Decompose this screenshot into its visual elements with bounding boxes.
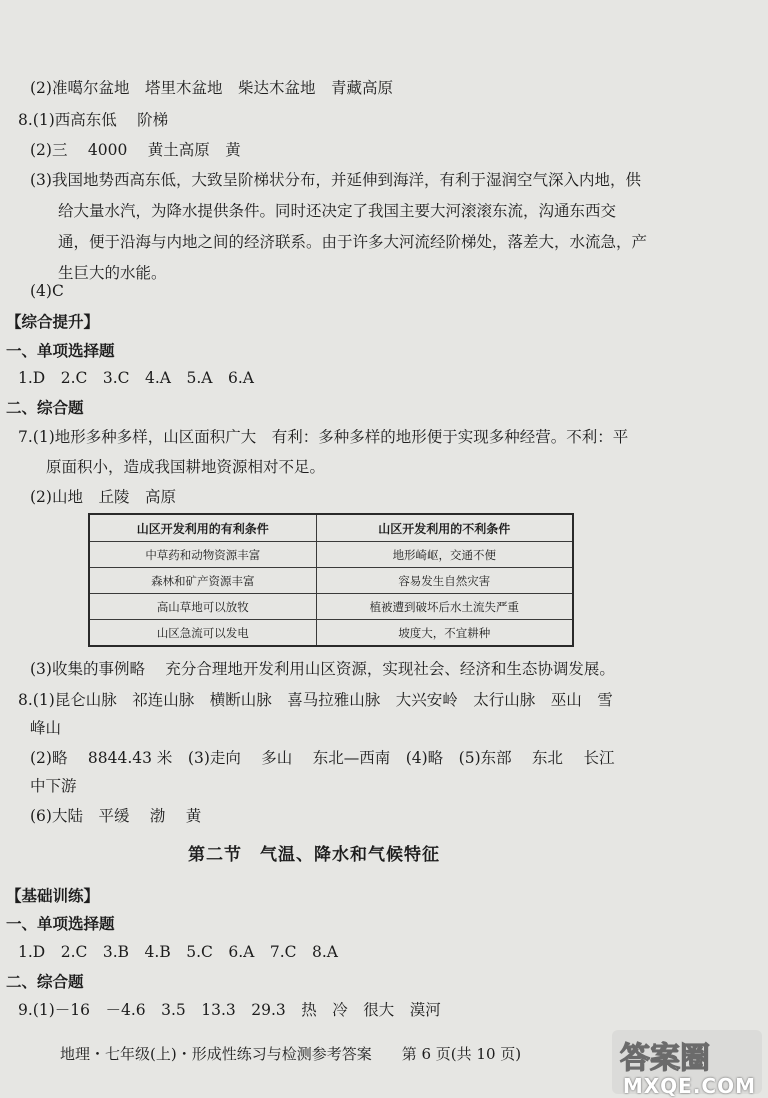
subsection-heading: 一、单项选择题 — [6, 341, 115, 360]
table-cell: 坡度大，不宜耕种 — [316, 620, 573, 647]
watermark-url: MXQE.COM — [622, 1074, 756, 1098]
mountain-conditions-table — [88, 513, 574, 647]
subsection-heading: 二、综合题 — [6, 972, 84, 991]
answer-line: (4)C — [30, 282, 64, 300]
choice-answers: 1.D 2.C 3.C 4.A 5.A 6.A — [18, 369, 254, 387]
table-cell: 植被遭到破坏后水土流失严重 — [316, 594, 573, 620]
question-8-line: 8.(1)昆仑山脉 祁连山脉 横断山脉 喜马拉雅山脉 大兴安岭 太行山脉 巫山 雪 — [18, 691, 613, 709]
answer-line: (3)收集的事例略 充分合理地开发利用山区资源，实现社会、经济和生态协调发展。 — [30, 660, 615, 678]
table-cell: 山区急流可以发电 — [89, 620, 316, 647]
table-cell: 中草药和动物资源丰富 — [89, 542, 316, 568]
page-footer: 地理・七年级(上)・形成性练习与检测参考答案 第 6 页(共 10 页) — [60, 1045, 522, 1063]
answer-line: 中下游 — [30, 777, 77, 795]
table-row — [89, 620, 573, 647]
svg-text:答案圈: 答案圈 — [620, 1041, 710, 1076]
table-row — [89, 594, 573, 620]
table-cell: 高山草地可以放牧 — [89, 594, 316, 620]
answer-paragraph-line: 通，便于沿海与内地之间的经济联系。由于许多大河流经阶梯处，落差大，水流急，产 — [58, 233, 648, 251]
table-header-row — [89, 514, 573, 542]
section-heading: 【基础训练】 — [6, 886, 100, 905]
answer-line: (6)大陆 平缓 渤 黄 — [30, 807, 202, 825]
table-cell: 地形崎岖，交通不便 — [316, 542, 573, 568]
section-title: 第二节 气温、降水和气候特征 — [188, 845, 440, 865]
table-cell: 森林和矿产资源丰富 — [89, 568, 316, 594]
answer-line: (2)山地 丘陵 高原 — [30, 488, 176, 506]
answer-line: (2)准噶尔盆地 塔里木盆地 柴达木盆地 青藏高原 — [30, 79, 393, 97]
table-cell: 容易发生自然灾害 — [316, 568, 573, 594]
answer-paragraph-line: (3)我国地势西高东低，大致呈阶梯状分布，并延伸到海洋，有利于湿润空气深入内地，供 — [30, 171, 641, 189]
answer-line: 峰山 — [30, 719, 62, 737]
table-header: 山区开发利用的不利条件 — [316, 514, 573, 542]
answer-line: (2)三 4000 黄土高原 黄 — [30, 141, 241, 159]
answer-paragraph-line: 原面积小，造成我国耕地资源相对不足。 — [46, 458, 326, 476]
table-header: 山区开发利用的有利条件 — [89, 514, 316, 542]
table-row — [89, 542, 573, 568]
answer-paragraph-line: 生巨大的水能。 — [58, 264, 167, 282]
subsection-heading: 一、单项选择题 — [6, 914, 115, 933]
question-9-line: 9.(1)－16 －4.6 3.5 13.3 29.3 热 冷 很大 漠河 — [18, 1001, 441, 1019]
choice-answers: 1.D 2.C 3.B 4.B 5.C 6.A 7.C 8.A — [18, 943, 338, 961]
table-row — [89, 568, 573, 594]
answer-line: (2)略 8844.43 米 (3)走向 多山 东北—西南 (4)略 (5)东部 东北 长江 — [30, 749, 615, 767]
question-8-line: 8.(1)西高东低 阶梯 — [18, 111, 169, 129]
question-7-line: 7.(1)地形多种多样，山区面积广大 有利：多种多样的地形便于实现多种经营。不利：平 — [18, 428, 629, 446]
answer-paragraph-line: 给大量水汽，为降水提供条件。同时还决定了我国主要大河滚滚东流，沟通东西交 — [58, 202, 617, 220]
section-heading: 【综合提升】 — [6, 312, 100, 331]
subsection-heading: 二、综合题 — [6, 398, 84, 417]
